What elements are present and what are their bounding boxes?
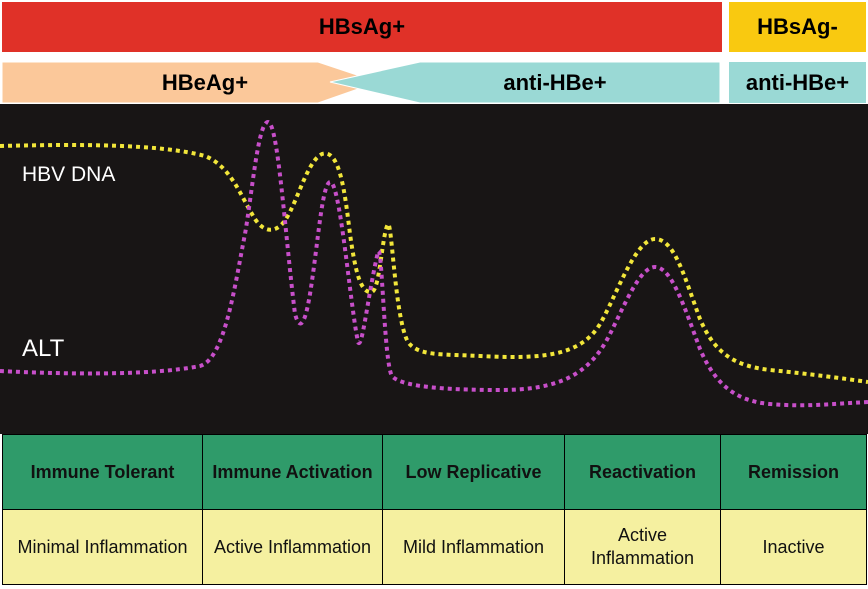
hbv-dna-curve xyxy=(0,145,868,382)
status-active-inflammation-1: Active Inflammation xyxy=(203,510,383,585)
status-inactive: Inactive xyxy=(721,510,867,585)
curve-plot-area xyxy=(0,104,868,434)
alt-curve xyxy=(0,122,868,405)
anti-hbe-right-bar xyxy=(729,62,866,103)
alt-label: ALT xyxy=(22,335,65,362)
hbeag-positive-label: HBeAg+ xyxy=(161,70,249,95)
hbsag-negative-label: HBsAg- xyxy=(757,14,838,39)
hbsag-positive-label: HBsAg+ xyxy=(318,14,406,39)
phase-remission: Remission xyxy=(721,435,867,510)
status-minimal-inflammation: Minimal Inflammation xyxy=(3,510,203,585)
status-mild-inflammation: Mild Inflammation xyxy=(383,510,565,585)
inflammation-status-row xyxy=(3,510,867,585)
phase-immune-activation: Immune Activation xyxy=(203,435,383,510)
hbv-dna-label: HBV DNA xyxy=(22,163,116,186)
anti-hbe-left-label: anti-HBe+ xyxy=(503,70,607,95)
phase-low-replicative: Low Replicative xyxy=(383,435,565,510)
phase-table xyxy=(2,434,867,585)
curve-canvas xyxy=(0,104,868,434)
anti-hbe-right-label: anti-HBe+ xyxy=(745,69,850,95)
hbsag-negative-bar xyxy=(729,2,866,52)
phase-name-row xyxy=(3,435,867,510)
status-active-inflammation-2: Active Inflammation xyxy=(565,510,721,585)
phase-immune-tolerant: Immune Tolerant xyxy=(3,435,203,510)
hbsag-positive-bar xyxy=(2,2,722,52)
phase-reactivation: Reactivation xyxy=(565,435,721,510)
